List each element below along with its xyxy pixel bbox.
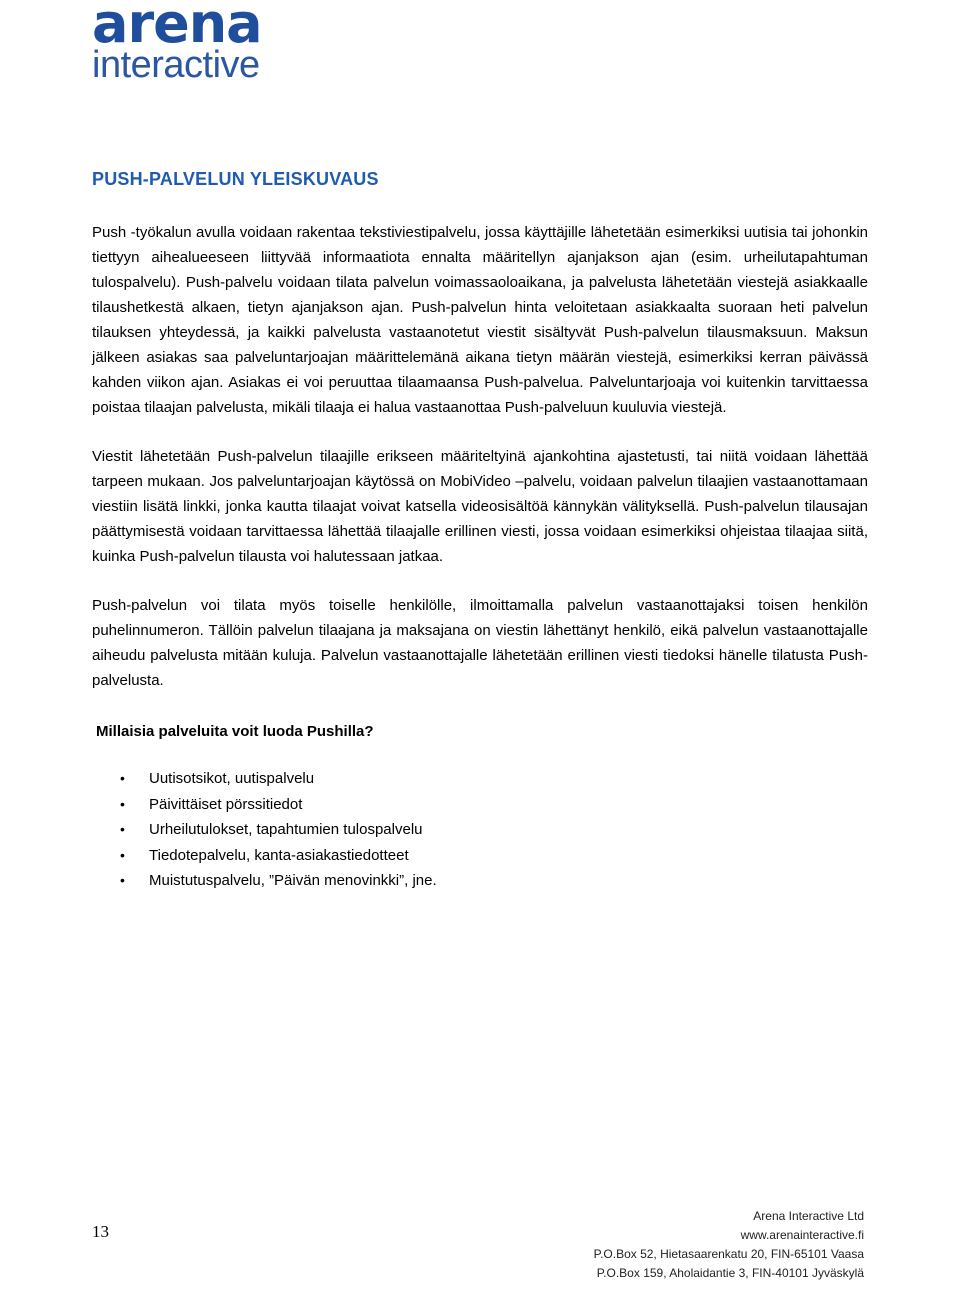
document-body (92, 220, 868, 894)
list-item-label: Urheilutulokset, tapahtumien tulospalvelu (149, 821, 423, 839)
services-subheading: Millaisia palveluita voit luoda Pushilla? (96, 723, 374, 740)
services-list (92, 766, 868, 894)
logo-line-interactive: interactive (92, 44, 260, 86)
list-item-label: Uutisotsikot, uutispalvelu (149, 770, 315, 787)
footer-contact (594, 1207, 864, 1283)
footer-company: Arena Interactive Ltd (753, 1209, 864, 1223)
list-item (92, 792, 868, 818)
paragraph-messages: Viestit lähetetään Push-palvelun tilaajille erikseen määriteltyinä ajankohtina ajastetusti, tai niitä voidaan lähettää tarpeen mukaan. Jos palveluntarjoajan käytössä on MobiVideo –palvelu, voidaan palvelun tilaajien vastaanottamaan viestiin lisätä linkki, jonka kautta tilaajat voivat katsella videosisältöä kännykän välityksellä. Push-palvelun tilausajan päättymisestä voidaan tarvittaessa lähettää tilaajalle erillinen viesti, jossa voidaan esimerkiksi ohjeistaa tilaajaa siitä, kuinka Push-palvelun tilausta voi halutessaan jatkaa. (92, 448, 868, 565)
footer-address-vaasa: P.O.Box 52, Hietasaarenkatu 20, FIN-65101 Vaasa (593, 1247, 864, 1261)
list-item (92, 868, 868, 894)
bullet-icon: • (120, 770, 125, 786)
list-item (92, 766, 868, 792)
bullet-icon: • (120, 821, 125, 838)
list-item (92, 843, 868, 869)
paragraph-overview: Push -työkalun avulla voidaan rakentaa tekstiviestipalvelu, jossa käyttäjille lähetetään esimerkiksi uutisia tai johonkin tiettyyn aihealueeseen liittyvää informaatiota ennalta määritellyn ajanjakson ajan (esim. urheilutapahtuman tulospalvelu). Push-palvelu voidaan tilata palvelun voimassaoloaikana, ja palvelusta lähetetään viestejä asiakkaalle tilaushetkestä alkaen, tietyn ajanjakson ajan. Push-palvelun hinta veloitetaan asiakkaalta suoraan heti palvelun tilauksen yhteydessä, ja kaikki palvelusta vastaanotetut viestit sisältyvät Push-palvelun tilausmaksuun. Maksun jälkeen asiakas saa palveluntarjoajan määrittelemänä aikana tietyn määrän viestejä, esimerkiksi kerran päivässä kahden viikon ajan. Asiakas ei voi peruuttaa tilaamaansa Push-palvelua. Palveluntarjoaja voi kuitenkin tarvittaessa poistaa tilaajan palvelusta, mikäli tilaaja ei halua vastaanottaa Push-palveluun kuuluvia viestejä. (92, 224, 868, 416)
footer-address-jyvaskyla: P.O.Box 159, Aholaidantie 3, FIN-40101 Jyväskylä (596, 1266, 864, 1280)
list-item-label: Tiedotepalvelu, kanta-asiakastiedotteet (149, 846, 409, 864)
footer-website: www.arenainteractive.fi (740, 1228, 864, 1242)
list-item-label: Muistutuspalvelu, ”Päivän menovinkki”, jne. (149, 872, 437, 890)
paragraph-gift: Push-palvelun voi tilata myös toiselle henkilölle, ilmoittamalla palvelun vastaanottajaksi toisen henkilön puhelinnumeron. Tällöin palvelun tilaajana ja maksajana on viestin lähettänyt henkilö, eikä palvelun vastaanottajalle aiheudu palvelusta mitään kuluja. Palvelun vastaanottajalle lähetetään erillinen viesti tiedoksi hänelle tilatusta Push-palvelusta. (92, 597, 868, 689)
bullet-icon: • (120, 846, 125, 863)
page-number: 13 (92, 1222, 109, 1241)
list-item-label: Päivittäiset pörssitiedot (149, 795, 303, 813)
bullet-icon: • (120, 872, 125, 889)
company-logo (92, 0, 262, 86)
list-item (92, 817, 868, 843)
logo-line-arena: arena (92, 0, 262, 55)
page-title: PUSH-PALVELUN YLEISKUVAUS (92, 169, 379, 189)
bullet-icon: • (120, 795, 125, 812)
